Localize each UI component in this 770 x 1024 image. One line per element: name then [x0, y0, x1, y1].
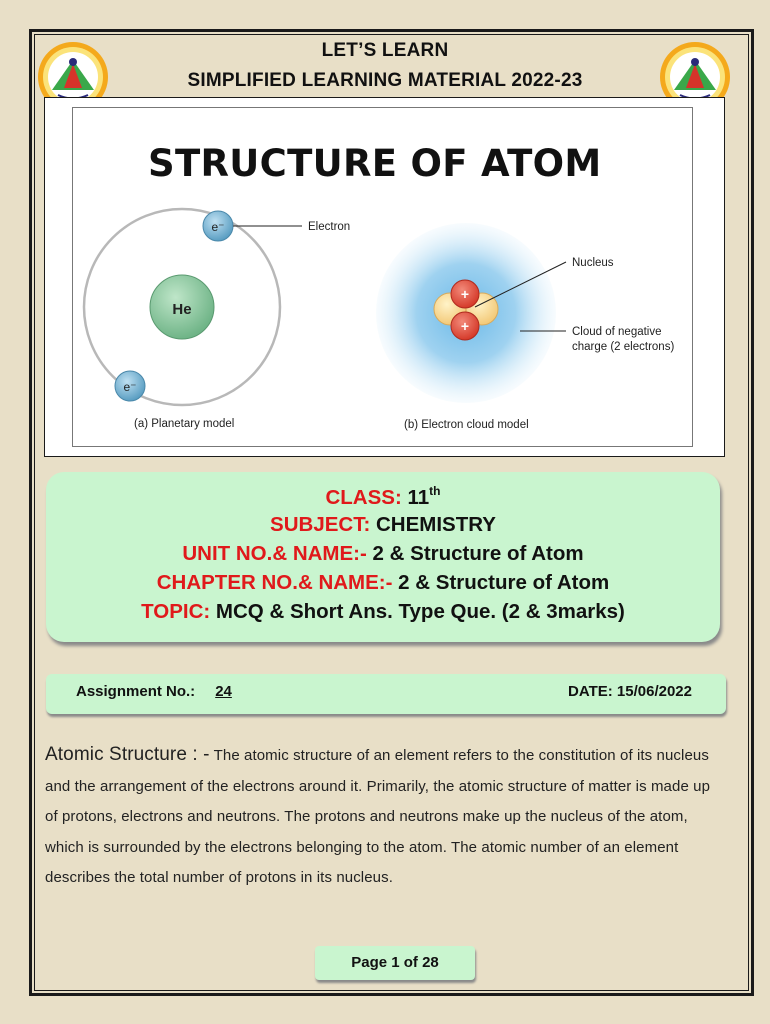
- subject-label: SUBJECT:: [270, 513, 371, 536]
- subject-value: CHEMISTRY: [375, 513, 496, 536]
- class-value: 11: [407, 486, 430, 509]
- section-heading: Atomic Structure : -: [45, 744, 210, 765]
- unit-label: UNIT NO.& NAME:-: [182, 542, 367, 565]
- nucleus-callout: Nucleus: [572, 257, 614, 269]
- subject-line: [46, 513, 720, 537]
- class-suffix: th: [429, 484, 441, 498]
- proton-top-label: +: [460, 286, 470, 302]
- topic-label: TOPIC:: [141, 600, 211, 623]
- topic-value: MCQ & Short Ans. Type Que. (2 & 3marks): [215, 600, 625, 623]
- proton-bottom-label: +: [460, 318, 470, 334]
- assignment-number: 24: [215, 683, 232, 700]
- header-title: LET’S LEARN: [321, 40, 449, 61]
- planetary-caption: (a) Planetary model: [134, 418, 235, 430]
- helium-label: He: [172, 301, 192, 318]
- assignment-field: [76, 683, 250, 700]
- header-subtitle: SIMPLIFIED LEARNING MATERIAL 2022-23: [187, 70, 583, 91]
- topic-line: [46, 600, 720, 624]
- assignment-label: Assignment No.:: [76, 683, 196, 700]
- date-value: 15/06/2022: [616, 683, 692, 700]
- cloud-callout-line2: charge (2 electrons): [572, 341, 675, 353]
- class-label: CLASS:: [325, 486, 402, 509]
- body-text: The atomic structure of an element refers to the constitution of its nucleus and the arrangement of the electrons around it. Primarily, the atomic structure of matter is made up of protons, electrons and neutrons. The protons and neutrons make up the nucleus of the atom, which is surrounded by the electrons belonging to the atom. The atomic number of an element describes the total number of protons in its nucleus.: [45, 747, 711, 886]
- chapter-label: CHAPTER NO.& NAME:-: [156, 571, 393, 594]
- electron-top-label: e⁻: [211, 220, 225, 234]
- class-line: [46, 484, 720, 510]
- electron-callout: Electron: [308, 221, 351, 233]
- cloud-caption: (b) Electron cloud model: [404, 419, 529, 431]
- page-number: Page 1 of 28: [315, 946, 475, 980]
- chapter-line: [46, 571, 720, 595]
- cloud-callout-line1: Cloud of negative: [572, 326, 662, 338]
- unit-line: [46, 542, 720, 566]
- figure-title: STRUCTURE OF ATOM: [148, 142, 602, 185]
- body-paragraph: [45, 740, 725, 894]
- date-field: [568, 683, 692, 700]
- date-label: DATE:: [568, 683, 613, 700]
- assignment-bar: [46, 674, 726, 714]
- chapter-value: 2 & Structure of Atom: [398, 571, 610, 594]
- atom-illustration: [72, 107, 693, 447]
- class-info-panel: [46, 472, 720, 642]
- unit-value: 2 & Structure of Atom: [372, 542, 584, 565]
- electron-bottom-label: e⁻: [123, 380, 137, 394]
